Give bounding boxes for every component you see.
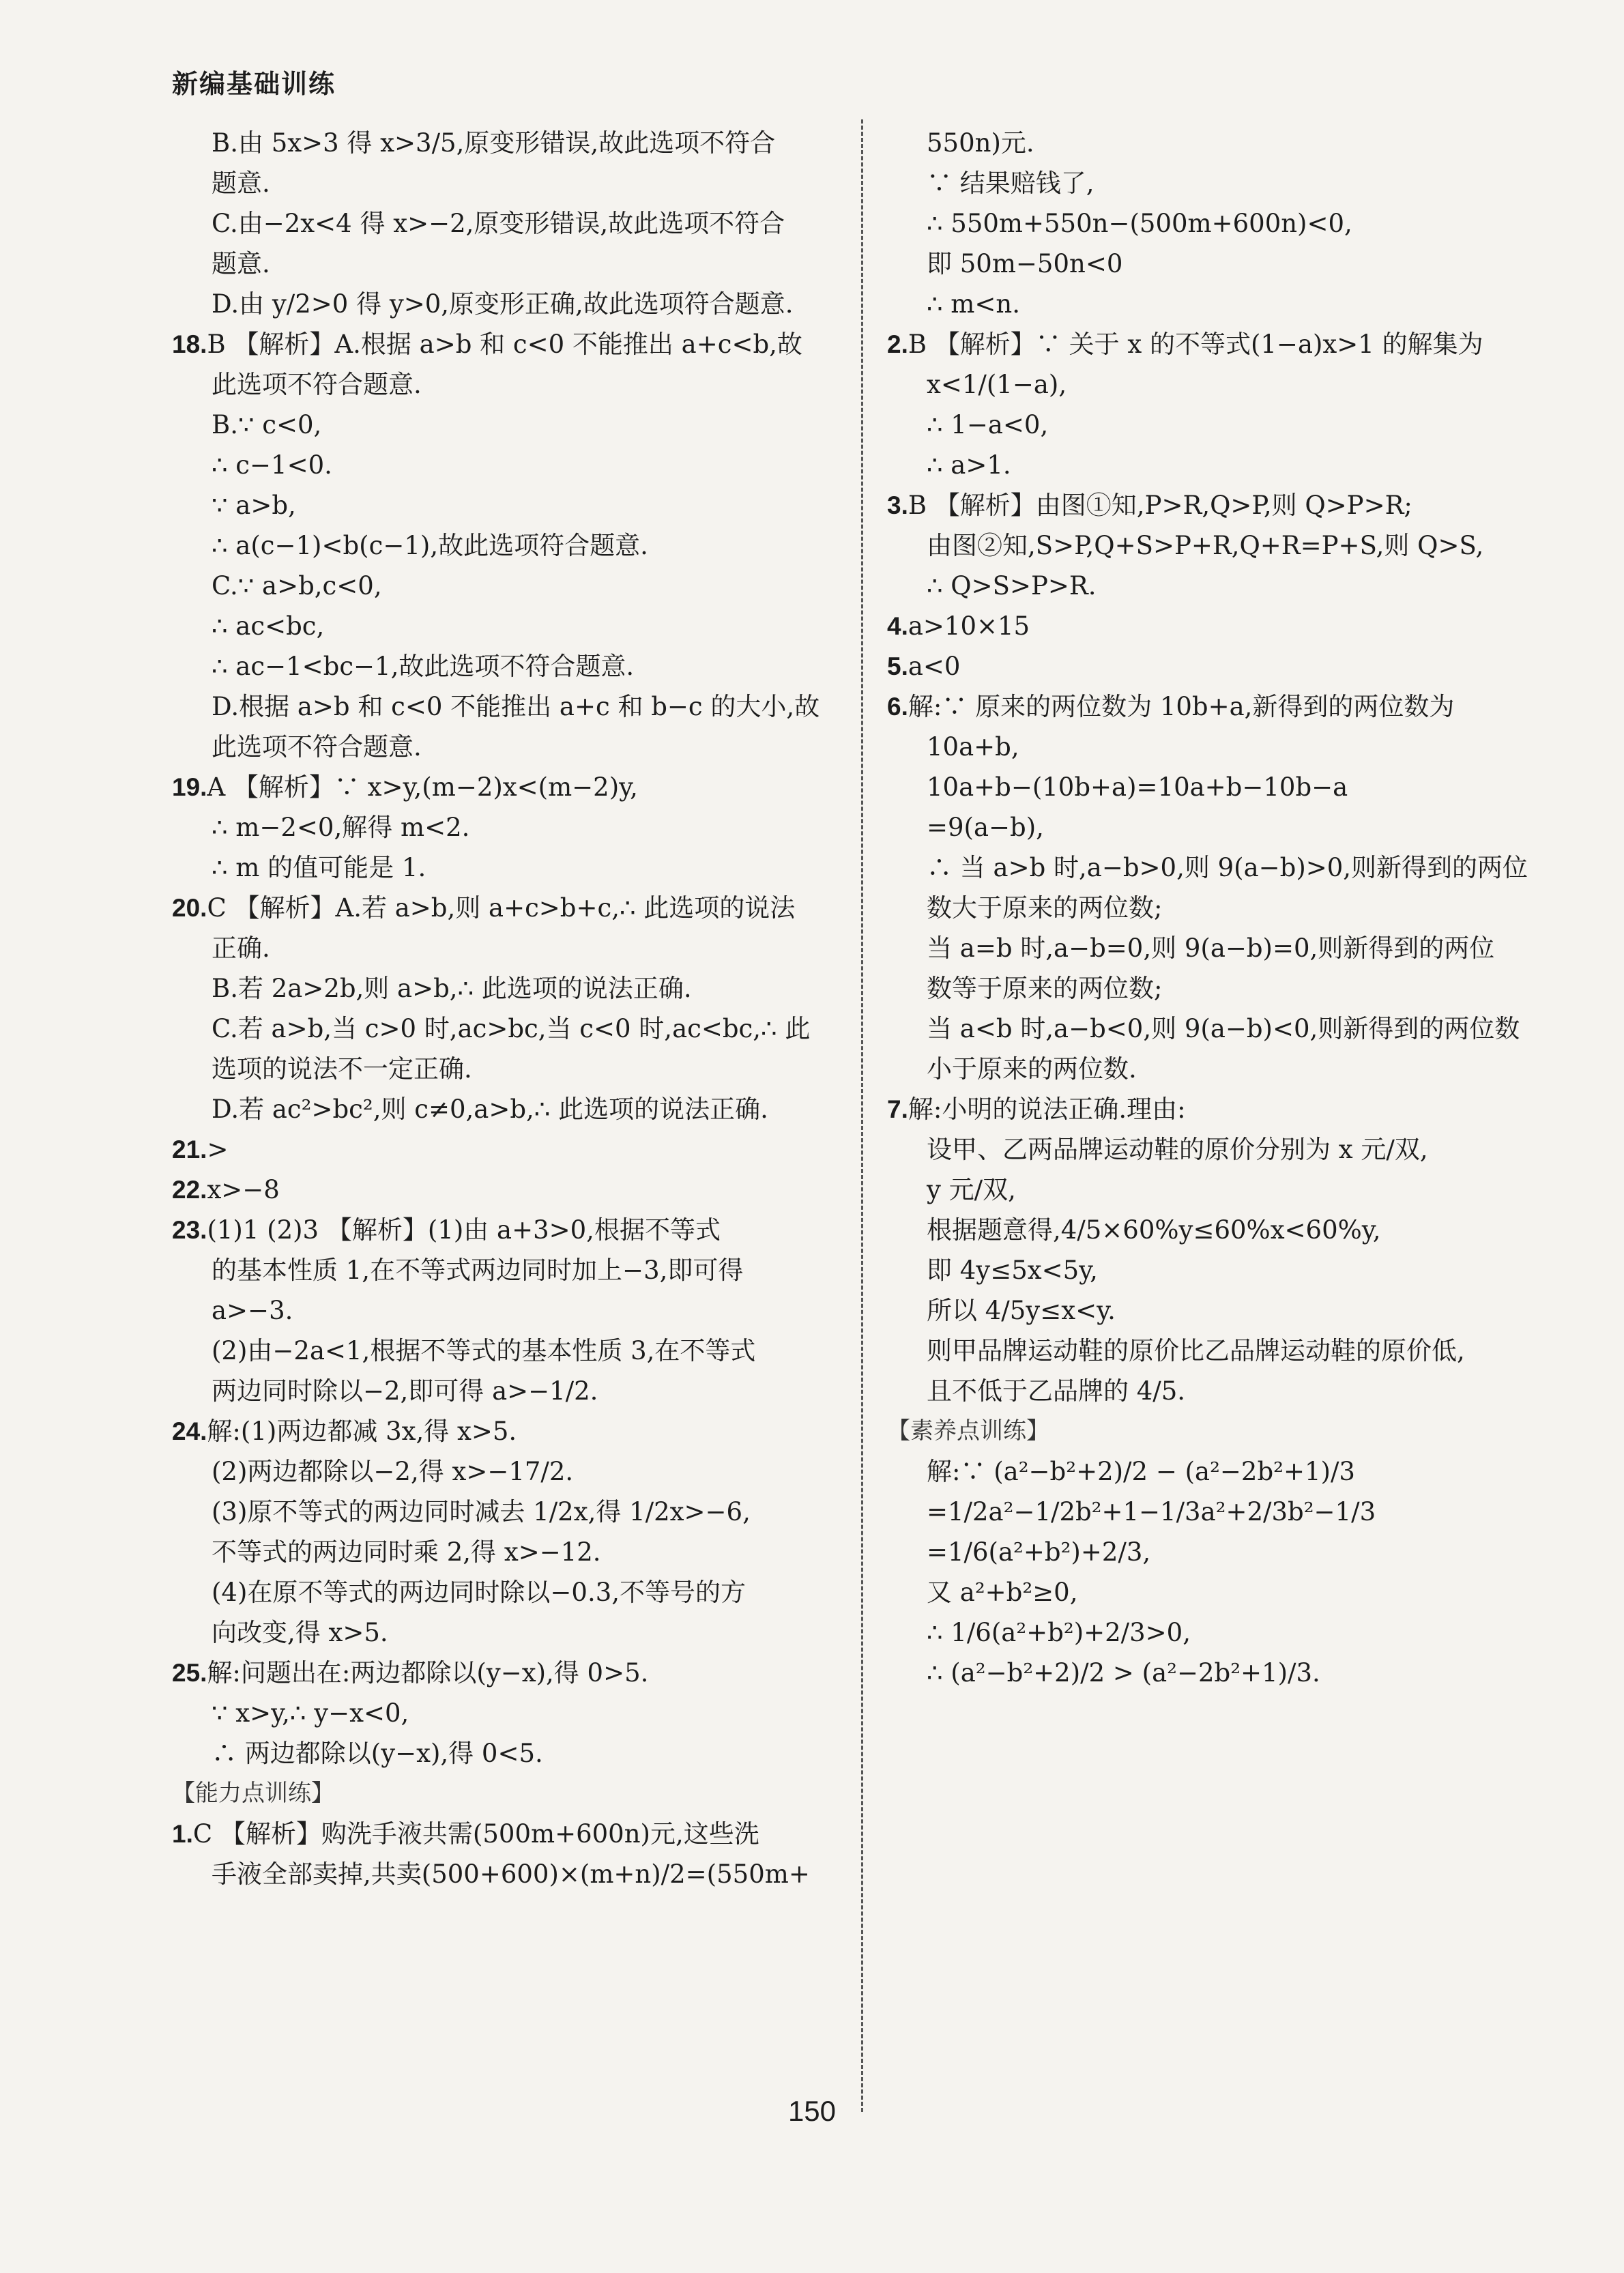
section-heading: 【素养点训练】 <box>887 1417 1049 1445</box>
question-number: 21. <box>172 1135 207 1163</box>
answer-line <box>172 1492 834 1532</box>
question-number: 3. <box>887 491 908 519</box>
answer-line <box>887 163 1549 203</box>
answer-line <box>172 727 834 767</box>
answer-text: C 【解析】A.若 a>b,则 a+c>b+c,∴ 此选项的说法 <box>207 893 796 923</box>
answer-text: C.若 a>b,当 c>0 时,ac>bc,当 c<0 时,ac<bc,∴ 此 <box>212 1014 811 1043</box>
answer-text: B 【解析】由图①知,P>R,Q>P,则 Q>P>R; <box>908 491 1412 520</box>
answer-text: ∴ m−2<0,解得 m<2. <box>212 813 470 842</box>
answer-line <box>172 324 834 364</box>
answer-line <box>172 968 834 1009</box>
answer-line <box>887 525 1549 566</box>
answer-text: > <box>207 1135 229 1164</box>
answer-line <box>887 566 1549 606</box>
answer-line <box>172 1693 834 1733</box>
answer-line <box>887 727 1549 767</box>
answer-text: ∵ 结果赔钱了, <box>927 169 1094 198</box>
answer-line <box>887 1572 1549 1612</box>
answer-line <box>172 928 834 968</box>
answer-text: C.∵ a>b,c<0, <box>212 571 382 600</box>
answer-text: 向改变,得 x>5. <box>212 1618 388 1647</box>
answer-line <box>172 1089 834 1129</box>
answer-line <box>887 646 1549 686</box>
answer-line <box>172 807 834 848</box>
answer-line <box>172 1854 834 1894</box>
answer-text: ∴ 当 a>b 时,a−b>0,则 9(a−b)>0,则新得到的两位 <box>927 853 1528 882</box>
answer-text: ∵ a>b, <box>212 491 296 520</box>
answer-line <box>172 123 834 163</box>
answer-line <box>172 566 834 606</box>
answer-text: 数等于原来的两位数; <box>927 974 1163 1003</box>
question-number: 24. <box>172 1417 207 1445</box>
answer-text: 手液全部卖掉,共卖(500+600)×(m+n)/2=(550m+ <box>212 1859 810 1889</box>
answer-text: 10a+b−(10b+a)=10a+b−10b−a <box>927 772 1348 802</box>
answer-text: C.由−2x<4 得 x>−2,原变形错误,故此选项不符合 <box>212 209 785 238</box>
answer-text: (4)在原不等式的两边同时除以−0.3,不等号的方 <box>212 1578 746 1607</box>
answer-text: 小于原来的两位数. <box>927 1054 1137 1084</box>
answer-line <box>887 686 1549 727</box>
answer-line <box>887 1049 1549 1089</box>
answer-line <box>887 324 1549 364</box>
answer-text: a>10×15 <box>908 611 1030 641</box>
question-number: 2. <box>887 330 908 358</box>
answer-line <box>172 1210 834 1250</box>
answer-line <box>172 1371 834 1411</box>
answer-text: 即 4y≤5x<5y, <box>927 1256 1098 1285</box>
answer-text: =9(a−b), <box>927 813 1044 842</box>
answer-line <box>887 888 1549 928</box>
answer-line <box>887 1129 1549 1170</box>
answer-text: 的基本性质 1,在不等式两边同时加上−3,即可得 <box>212 1256 744 1285</box>
answer-text: x<1/(1−a), <box>927 370 1067 399</box>
answer-line <box>887 848 1549 888</box>
question-number: 7. <box>887 1095 908 1123</box>
answer-line <box>887 1451 1549 1492</box>
answer-line <box>172 1532 834 1572</box>
answer-text: 当 a<b 时,a−b<0,则 9(a−b)<0,则新得到的两位数 <box>927 1014 1520 1043</box>
answer-text: 550n)元. <box>927 128 1034 158</box>
answer-line <box>887 1170 1549 1210</box>
answer-line <box>172 364 834 405</box>
answer-line <box>172 848 834 888</box>
answer-text: ∴ 1/6(a²+b²)+2/3>0, <box>927 1618 1191 1647</box>
answer-text: ∴ 1−a<0, <box>927 410 1049 439</box>
answer-line <box>172 1129 834 1170</box>
answer-text: B.∵ c<0, <box>212 410 322 439</box>
answer-text: ∴ 两边都除以(y−x),得 0<5. <box>212 1739 543 1768</box>
answer-text: 根据题意得,4/5×60%y≤60%x<60%y, <box>927 1215 1381 1245</box>
answer-text: ∴ ac−1<bc−1,故此选项不符合题意. <box>212 652 635 681</box>
answer-line <box>172 163 834 203</box>
question-number: 23. <box>172 1216 207 1244</box>
answer-text: ∴ 550m+550n−(500m+600n)<0, <box>927 209 1352 238</box>
answer-line <box>887 1331 1549 1371</box>
answer-text: ∴ a(c−1)<b(c−1),故此选项符合题意. <box>212 531 648 560</box>
answer-line <box>172 1733 834 1773</box>
answer-text: 题意. <box>212 169 270 198</box>
answer-text: D.根据 a>b 和 c<0 不能推出 a+c 和 b−c 的大小,故 <box>212 692 820 721</box>
answer-text: ∴ ac<bc, <box>212 611 325 641</box>
answer-text: 当 a=b 时,a−b=0,则 9(a−b)=0,则新得到的两位 <box>927 933 1495 963</box>
answer-text: a<0 <box>908 652 961 681</box>
question-number: 25. <box>172 1659 207 1687</box>
answer-line <box>172 1290 834 1331</box>
answer-text: 解:∵ 原来的两位数为 10b+a,新得到的两位数为 <box>908 692 1455 721</box>
answer-text: 不等式的两边同时乘 2,得 x>−12. <box>212 1537 601 1567</box>
answer-text: (2)由−2a<1,根据不等式的基本性质 3,在不等式 <box>212 1336 756 1365</box>
answer-line <box>172 1653 834 1693</box>
answer-text: C 【解析】购洗手液共需(500m+600n)元,这些洗 <box>192 1819 759 1849</box>
answer-line <box>887 284 1549 324</box>
answer-line <box>887 1290 1549 1331</box>
answer-line <box>172 405 834 445</box>
answer-line <box>172 686 834 727</box>
answer-line <box>172 1814 834 1854</box>
answer-line <box>172 606 834 646</box>
answer-text: =1/2a²−1/2b²+1−1/3a²+2/3b²−1/3 <box>927 1497 1376 1526</box>
answer-line <box>887 1250 1549 1290</box>
answer-line <box>172 1331 834 1371</box>
answer-line <box>887 767 1549 807</box>
answer-line <box>887 1653 1549 1693</box>
answer-text: (2)两边都除以−2,得 x>−17/2. <box>212 1457 574 1486</box>
answer-line <box>887 1009 1549 1049</box>
answer-line <box>172 244 834 284</box>
answer-text: ∴ (a²−b²+2)/2 > (a²−2b²+1)/3. <box>927 1658 1320 1688</box>
answer-text: 即 50m−50n<0 <box>927 249 1123 278</box>
answer-line <box>172 1451 834 1492</box>
question-number: 22. <box>172 1176 207 1204</box>
answer-text: y 元/双, <box>927 1175 1016 1204</box>
answer-line <box>172 1009 834 1049</box>
answer-text: 则甲品牌运动鞋的原价比乙品牌运动鞋的原价低, <box>927 1336 1465 1365</box>
answer-line <box>887 1492 1549 1532</box>
answer-text: 选项的说法不一定正确. <box>212 1054 472 1084</box>
answer-text: 10a+b, <box>927 732 1019 762</box>
answer-text: ∴ m<n. <box>927 289 1020 319</box>
answer-line <box>887 968 1549 1009</box>
question-number: 4. <box>887 612 908 640</box>
answer-text: 数大于原来的两位数; <box>927 893 1163 923</box>
answer-line <box>887 606 1549 646</box>
answer-text: 题意. <box>212 249 270 278</box>
answer-text: B 【解析】A.根据 a>b 和 c<0 不能推出 a+c<b,故 <box>207 330 802 359</box>
question-number: 20. <box>172 894 207 922</box>
left-column <box>172 123 834 1894</box>
answer-line <box>887 1210 1549 1250</box>
answer-text: ∵ x>y,∴ y−x<0, <box>212 1698 409 1728</box>
answer-text: A 【解析】∵ x>y,(m−2)x<(m−2)y, <box>207 772 638 802</box>
answer-text: 又 a²+b²≥0, <box>927 1578 1078 1607</box>
page-header: 新编基础训练 <box>172 69 336 99</box>
answer-text: B.若 2a>2b,则 a>b,∴ 此选项的说法正确. <box>212 974 692 1003</box>
answer-text: ∴ c−1<0. <box>212 450 332 480</box>
question-number: 19. <box>172 773 207 801</box>
page-number: 150 <box>787 2095 837 2127</box>
answer-text: ∴ a>1. <box>927 450 1011 480</box>
answer-line <box>172 767 834 807</box>
question-number: 5. <box>887 652 908 680</box>
answer-text: 解:(1)两边都减 3x,得 x>5. <box>207 1417 517 1446</box>
answer-line <box>172 888 834 928</box>
answer-text: (1)1 (2)3 【解析】(1)由 a+3>0,根据不等式 <box>207 1215 721 1245</box>
answer-text: 此选项不符合题意. <box>212 370 422 399</box>
answer-line <box>172 1612 834 1653</box>
answer-line <box>172 284 834 324</box>
answer-text: D.由 y/2>0 得 y>0,原变形正确,故此选项符合题意. <box>212 289 794 319</box>
question-number: 6. <box>887 693 908 721</box>
answer-text: 设甲、乙两品牌运动鞋的原价分别为 x 元/双, <box>927 1135 1428 1164</box>
answer-text: B 【解析】∵ 关于 x 的不等式(1−a)x>1 的解集为 <box>908 330 1483 359</box>
answer-line <box>887 1089 1549 1129</box>
answer-line <box>172 1411 834 1451</box>
answer-line <box>887 445 1549 485</box>
answer-text: 正确. <box>212 933 270 963</box>
answer-text: ∴ m 的值可能是 1. <box>212 853 426 882</box>
answer-text: D.若 ac²>bc²,则 c≠0,a>b,∴ 此选项的说法正确. <box>212 1095 768 1124</box>
answer-text: (3)原不等式的两边同时减去 1/2x,得 1/2x>−6, <box>212 1497 751 1526</box>
answer-line <box>887 1532 1549 1572</box>
answer-line <box>887 1371 1549 1411</box>
answer-line <box>887 123 1549 163</box>
answer-text: a>−3. <box>212 1296 293 1325</box>
answer-text: 所以 4/5y≤x<y. <box>927 1296 1116 1325</box>
answer-line <box>172 1049 834 1089</box>
answer-line <box>887 244 1549 284</box>
answer-text: x>−8 <box>207 1175 280 1204</box>
answer-text: 两边同时除以−2,即可得 a>−1/2. <box>212 1376 598 1406</box>
answer-text: 由图②知,S>P,Q+S>P+R,Q+R=P+S,则 Q>S, <box>927 531 1484 560</box>
answer-text: 此选项不符合题意. <box>212 732 422 762</box>
answer-line <box>887 928 1549 968</box>
answer-text: ∴ Q>S>P>R. <box>927 571 1097 600</box>
answer-line <box>172 203 834 244</box>
answer-line <box>887 364 1549 405</box>
answer-text: 且不低于乙品牌的 4/5. <box>927 1376 1186 1406</box>
answer-line <box>887 807 1549 848</box>
right-column <box>887 123 1549 1693</box>
answer-text: 解:小明的说法正确.理由: <box>908 1095 1186 1124</box>
answer-line <box>172 485 834 525</box>
section-heading: 【能力点训练】 <box>172 1780 334 1807</box>
answer-line <box>887 1612 1549 1653</box>
answer-text: B.由 5x>3 得 x>3/5,原变形错误,故此选项不符合 <box>212 128 776 158</box>
answer-line <box>887 203 1549 244</box>
answer-line <box>172 445 834 485</box>
answer-line <box>172 1572 834 1612</box>
answer-text: 解:问题出在:两边都除以(y−x),得 0>5. <box>207 1658 649 1688</box>
answer-line <box>172 1250 834 1290</box>
answer-line <box>172 525 834 566</box>
answer-line <box>172 1773 834 1814</box>
answer-line <box>172 1170 834 1210</box>
answer-line <box>887 405 1549 445</box>
answer-line <box>887 1411 1549 1451</box>
answer-line <box>172 646 834 686</box>
column-divider <box>861 119 863 2112</box>
question-number: 1. <box>172 1820 193 1848</box>
question-number: 18. <box>172 330 207 358</box>
answer-text: 解:∵ (a²−b²+2)/2 − (a²−2b²+1)/3 <box>927 1457 1355 1486</box>
answer-line <box>887 485 1549 525</box>
answer-text: =1/6(a²+b²)+2/3, <box>927 1537 1151 1567</box>
